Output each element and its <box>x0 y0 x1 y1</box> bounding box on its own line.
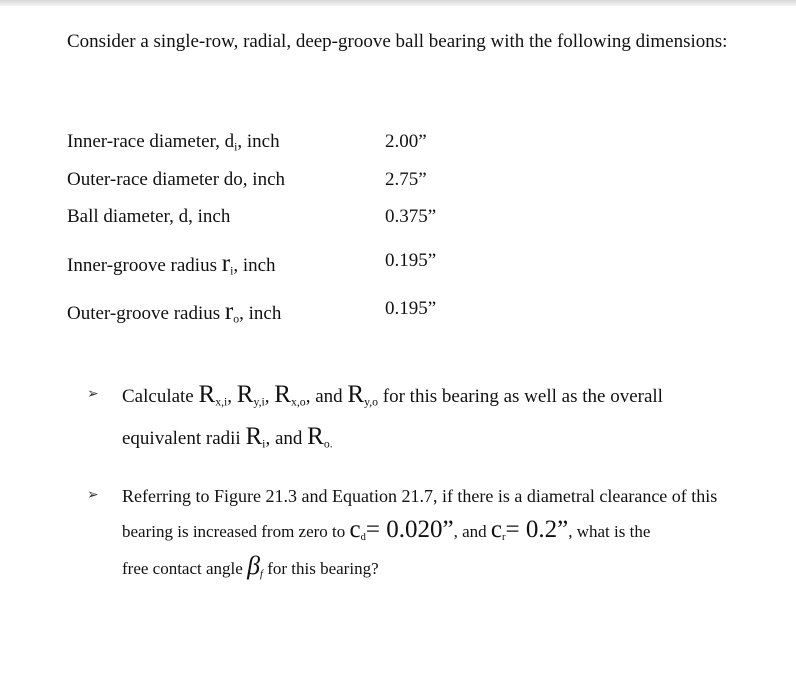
problem-intro: Consider a single-row, radial, deep-groove ball bearing with the following dimensions: <box>67 31 728 52</box>
question-1-text: Calculate $R_{x,i}$, $R_{y,i}$, $R_{x,o}$, and $R_{y,o}$ for this bearing as well as the overall equivalent radii $R_i$, and $R_{o.}$ <box>122 381 663 451</box>
dimension-row-outer-groove <box>67 298 767 324</box>
dimension-label: Inner-race diameter, $d_i$, inch <box>67 131 280 154</box>
dimension-label: Outer-groove radius $r_o$, inch <box>67 298 282 326</box>
dimension-value: 0.195” <box>385 298 437 319</box>
dimension-value: 2.00” <box>385 131 427 152</box>
dimension-value: 0.195” <box>385 250 437 271</box>
arrow-bullet-icon: ➢ <box>87 488 99 503</box>
dimension-label: Ball diameter, d, inch <box>67 206 231 227</box>
dimension-row-inner-race <box>67 131 767 157</box>
dimension-row-ball-diameter <box>67 206 767 232</box>
dimension-value: 2.75” <box>385 169 427 190</box>
dimension-label: Outer-race diameter do, inch <box>67 169 286 190</box>
dimension-value: 0.375” <box>385 206 437 227</box>
dimension-label: Inner-groove radius $r_i$, inch <box>67 250 276 278</box>
top-edge-shadow <box>0 0 796 6</box>
dimension-row-inner-groove <box>67 250 767 276</box>
dimension-row-outer-race <box>67 169 767 195</box>
arrow-bullet-icon: ➢ <box>87 387 99 402</box>
question-2-text: Referring to Figure 21.3 and Equation 21.7, if there is a diametral clearance of this bearing is increased from zero to $c_d= 0.020$”, and $c_r= 0.2$”, what is the free contact angle $\beta_f$ for this bearing? <box>122 486 718 581</box>
